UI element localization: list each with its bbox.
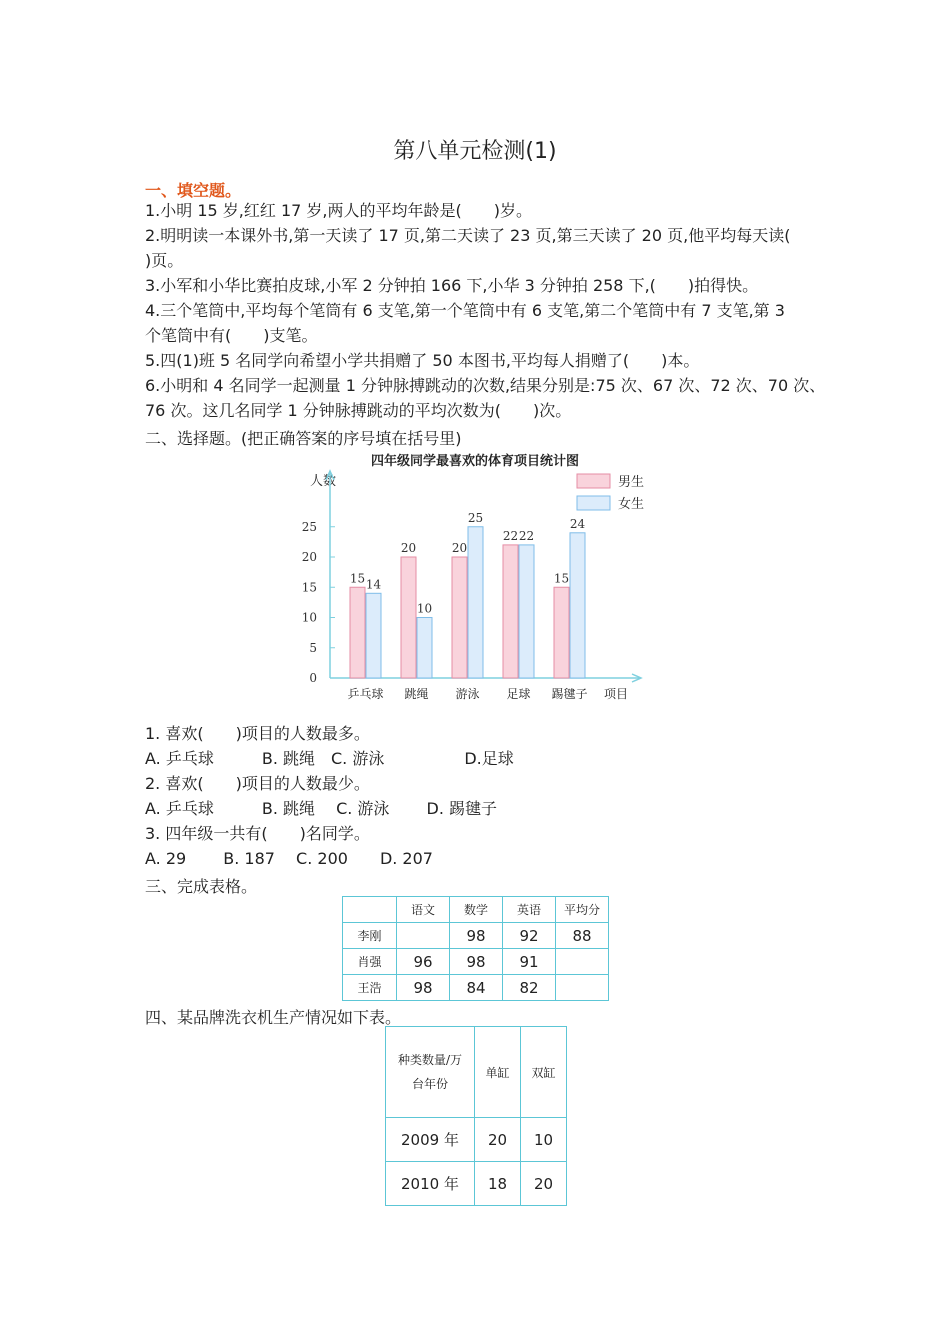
table-cell: 98 <box>450 949 503 975</box>
x-tick-label: 足球 <box>506 687 531 701</box>
y-tick-label: 15 <box>301 580 317 595</box>
x-tick-label: 游泳 <box>455 687 480 701</box>
bar-boys <box>554 587 569 678</box>
table-cell: 84 <box>450 975 503 1001</box>
table-cell: 肖强 <box>343 949 397 975</box>
choice-line: A. 乒乓球 B. 跳绳 C. 游泳 D. 踢毽子 <box>145 799 497 818</box>
table-cell: 96 <box>397 949 450 975</box>
x-axis-label: 项目 <box>604 687 629 701</box>
table-row <box>343 975 609 1001</box>
chart-title: 四年级同学最喜欢的体育项目统计图 <box>370 454 580 469</box>
bar-value-label: 15 <box>349 571 366 586</box>
table-cell: 20 <box>475 1118 521 1162</box>
table-cell: 2009 年 <box>386 1118 475 1162</box>
bar-value-label: 20 <box>400 541 417 555</box>
table-row <box>386 1118 567 1162</box>
table-cell <box>556 975 609 1001</box>
bar-girls <box>417 618 432 679</box>
bar-value-label: 10 <box>416 601 433 616</box>
bar-boys <box>350 587 365 678</box>
table-header-cell: 平均分 <box>556 897 609 923</box>
table-cell: 98 <box>397 975 450 1001</box>
corner-top-label: 种类数量/万 <box>397 1053 463 1067</box>
bar-girls <box>570 533 585 678</box>
table-row <box>343 949 609 975</box>
table-header-row <box>343 897 609 923</box>
question-line: 76 次。这几名同学 1 分钟脉搏跳动的平均次数为( )次。 <box>145 401 572 420</box>
question-line: 2.明明读一本课外书,第一天读了 17 页,第二天读了 23 页,第三天读了 20 页,他平均每天读( <box>145 226 791 245</box>
legend-label: 女生 <box>618 497 645 512</box>
table-header-cell: 英语 <box>503 897 556 923</box>
table-cell: 王浩 <box>343 975 397 1001</box>
bar-girls <box>366 593 381 678</box>
bar-boys <box>452 557 467 678</box>
table-row <box>386 1162 567 1206</box>
bar-girls <box>468 527 483 678</box>
legend-swatch <box>577 496 610 510</box>
table-cell: 88 <box>556 923 609 949</box>
bar-value-label: 25 <box>467 510 484 525</box>
section-4-heading: 四、某品牌洗衣机生产情况如下表。 <box>145 1008 402 1027</box>
table-cell: 李刚 <box>343 923 397 949</box>
table-corner-cell <box>386 1027 475 1118</box>
bar-girls <box>519 545 534 678</box>
table-header-cell: 语文 <box>397 897 450 923</box>
table-cell: 98 <box>450 923 503 949</box>
bar-chart <box>290 448 660 708</box>
legend-swatch <box>577 474 610 488</box>
bar-value-label: 14 <box>365 577 382 592</box>
x-tick-label: 跳绳 <box>404 687 429 701</box>
table-cell: 20 <box>521 1162 567 1206</box>
section-3-heading: 三、完成表格。 <box>145 877 258 896</box>
table-cell <box>397 923 450 949</box>
bar-value-label: 24 <box>569 516 586 531</box>
score-table <box>342 896 609 1001</box>
y-tick-label: 25 <box>301 519 317 534</box>
table-cell <box>556 949 609 975</box>
question-line: 4.三个笔筒中,平均每个笔筒有 6 支笔,第一个笔筒中有 6 支笔,第二个笔筒中有 7 支笔,第 3 <box>145 301 785 320</box>
y-axis-label: 人数 <box>310 474 337 489</box>
section-1-heading: 一、填空题。 <box>145 181 242 200</box>
table-header-row <box>386 1027 567 1118</box>
y-tick-label: 5 <box>309 640 317 655</box>
bar-value-label: 20 <box>451 541 468 555</box>
table-header-cell: 数学 <box>450 897 503 923</box>
washer-table <box>385 1026 567 1206</box>
bar-value-label: 22 <box>518 528 535 543</box>
bar-boys <box>401 557 416 678</box>
y-tick-label: 0 <box>309 671 317 685</box>
choice-line: 1. 喜欢( )项目的人数最多。 <box>145 724 370 743</box>
y-tick-label: 20 <box>301 550 317 564</box>
section-2-heading: 二、选择题。(把正确答案的序号填在括号里) <box>145 429 462 448</box>
table-cell: 92 <box>503 923 556 949</box>
table-header-cell: 单缸 <box>475 1027 521 1118</box>
page-title: 第八单元检测(1) <box>393 139 557 164</box>
choice-line: 2. 喜欢( )项目的人数最少。 <box>145 774 370 793</box>
choice-line: A. 乒乓球 B. 跳绳 C. 游泳 D.足球 <box>145 749 514 768</box>
question-line: 3.小军和小华比赛拍皮球,小军 2 分钟拍 166 下,小华 3 分钟拍 258 下,( )拍得快。 <box>145 276 759 295</box>
table-cell: 18 <box>475 1162 521 1206</box>
bar-value-label: 22 <box>502 528 519 543</box>
question-line: )页。 <box>145 251 184 270</box>
corner-bottom-label: 台年份 <box>411 1077 448 1091</box>
table-cell: 82 <box>503 975 556 1001</box>
table-cell: 10 <box>521 1118 567 1162</box>
table-cell <box>343 897 397 923</box>
bar-value-label: 15 <box>553 571 570 586</box>
table-row <box>343 923 609 949</box>
legend-label: 男生 <box>618 475 645 490</box>
question-line: 6.小明和 4 名同学一起测量 1 分钟脉搏跳动的次数,结果分别是:75 次、67 次、72 次、70 次、 <box>145 376 826 395</box>
x-tick-label: 踢毽子 <box>551 687 588 701</box>
y-tick-label: 10 <box>301 610 317 625</box>
question-line: 个笔筒中有( )支笔。 <box>145 326 318 345</box>
question-line: 1.小明 15 岁,红红 17 岁,两人的平均年龄是( )岁。 <box>145 201 532 220</box>
question-line: 5.四(1)班 5 名同学向希望小学共捐赠了 50 本图书,平均每人捐赠了( )本。 <box>145 351 700 370</box>
x-tick-label: 乒乓球 <box>347 687 384 701</box>
choice-line: A. 29 B. 187 C. 200 D. 207 <box>145 849 433 868</box>
table-cell: 2010 年 <box>386 1162 475 1206</box>
table-cell: 91 <box>503 949 556 975</box>
table-header-cell: 双缸 <box>521 1027 567 1118</box>
choice-line: 3. 四年级一共有( )名同学。 <box>145 824 370 843</box>
bar-boys <box>503 545 518 678</box>
